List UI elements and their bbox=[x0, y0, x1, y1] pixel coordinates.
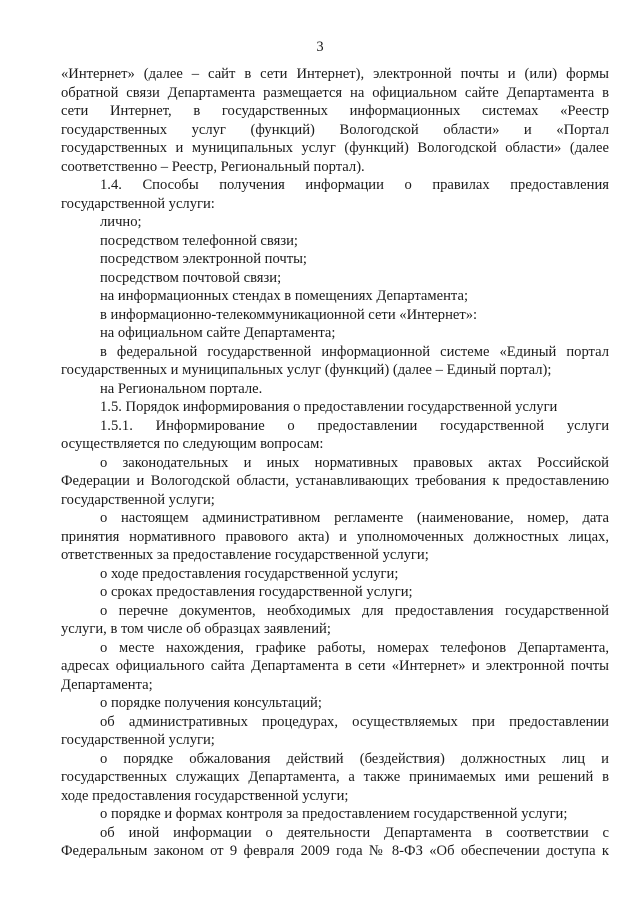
text-line: на официальном сайте Департамента; bbox=[100, 325, 336, 341]
text-line: Федеральным законом от 9 февраля 2009 года № 8-ФЗ «Об обеспечении доступа к bbox=[61, 843, 609, 859]
text-line: государственных и муниципальных услуг (функций) Вологодской области» (далее bbox=[61, 140, 609, 156]
text-line: «Интернет» (далее – сайт в сети Интернет), электронной почты и (или) формы bbox=[61, 66, 609, 82]
text-line: посредством почтовой связи; bbox=[100, 269, 282, 286]
text-line: посредством телефонной связи; bbox=[100, 232, 298, 249]
text-line: в информационно-телекоммуникационной сети «Интернет»: bbox=[100, 306, 478, 323]
text-line: о законодательных и иных нормативных правовых актах Российской bbox=[100, 454, 609, 471]
text-line: 1.5.1. Информирование о предоставлении государственной услуги bbox=[100, 417, 609, 434]
text-line: государственной услуги: bbox=[61, 195, 215, 212]
text-line: о перечне документов, необходимых для предоставления государственной bbox=[100, 602, 609, 619]
text-line: государственных и муниципальных услуг (функций) (далее – Единый портал); bbox=[61, 362, 552, 378]
text-line: государственных служащих Департамента, а также принимаемых ими решений в bbox=[61, 769, 609, 785]
text-line: 1.4. Способы получения информации о правилах предоставления bbox=[100, 177, 609, 193]
text-line: об иной информации о деятельности Департамента в соответствии с bbox=[100, 824, 609, 841]
text-line: Федерации и Вологодской области, устанавливающих требования к предоставлению bbox=[61, 473, 609, 489]
text-line: 1.5. Порядок информирования о предоставлении государственной услуги bbox=[100, 399, 558, 415]
text-line: посредством электронной почты; bbox=[100, 251, 307, 267]
text-line: на Региональном портале. bbox=[100, 380, 263, 397]
text-line: о сроках предоставления государственной услуги; bbox=[100, 584, 413, 600]
text-line: о порядке обжалования действий (бездействия) должностных лиц и bbox=[100, 750, 609, 767]
text-line: обратной связи Департамента размещается на официальном сайте Департамента в bbox=[61, 84, 609, 101]
text-line: лично; bbox=[100, 214, 142, 230]
text-line: соответственно – Реестр, Региональный портал). bbox=[61, 158, 365, 175]
text-line: принятия нормативного правового акта) и уполномоченных должностных лицах, bbox=[61, 528, 609, 545]
text-line: Департамента; bbox=[61, 676, 153, 693]
text-line: об административных процедурах, осуществляемых при предоставлении bbox=[100, 713, 609, 730]
text-line: о порядке и формах контроля за предоставлением государственной услуги; bbox=[100, 806, 568, 822]
text-line: государственной услуги; bbox=[61, 732, 215, 748]
text-line: о ходе предоставления государственной услуги; bbox=[100, 565, 399, 582]
text-line: о настоящем административном регламенте (наименование, номер, дата bbox=[100, 510, 609, 526]
document-body bbox=[61, 65, 609, 861]
text-line: на информационных стендах в помещениях Департамента; bbox=[100, 288, 468, 304]
text-line: адресах официального сайта Департамента в сети «Интернет» и электронной почты bbox=[61, 658, 609, 674]
text-line: ответственных за предоставление государственной услуги; bbox=[61, 547, 429, 563]
text-line: о месте нахождения, графике работы, номерах телефонов Департамента, bbox=[100, 639, 609, 656]
text-line: сети Интернет, в государственных информационных системах «Реестр bbox=[61, 103, 609, 119]
text-line: услуги, в том числе об образцах заявлений; bbox=[61, 621, 331, 637]
text-line: осуществляется по следующим вопросам: bbox=[61, 436, 324, 452]
text-line: ходе предоставления государственной услуги; bbox=[61, 787, 349, 804]
text-line: государственной услуги; bbox=[61, 491, 215, 508]
page-number: 3 bbox=[316, 39, 324, 55]
text-line: государственных услуг (функций) Вологодской области» и «Портал bbox=[61, 121, 609, 138]
text-line: в федеральной государственной информационной системе «Единый портал bbox=[100, 343, 609, 360]
text-line: о порядке получения консультаций; bbox=[100, 695, 322, 711]
